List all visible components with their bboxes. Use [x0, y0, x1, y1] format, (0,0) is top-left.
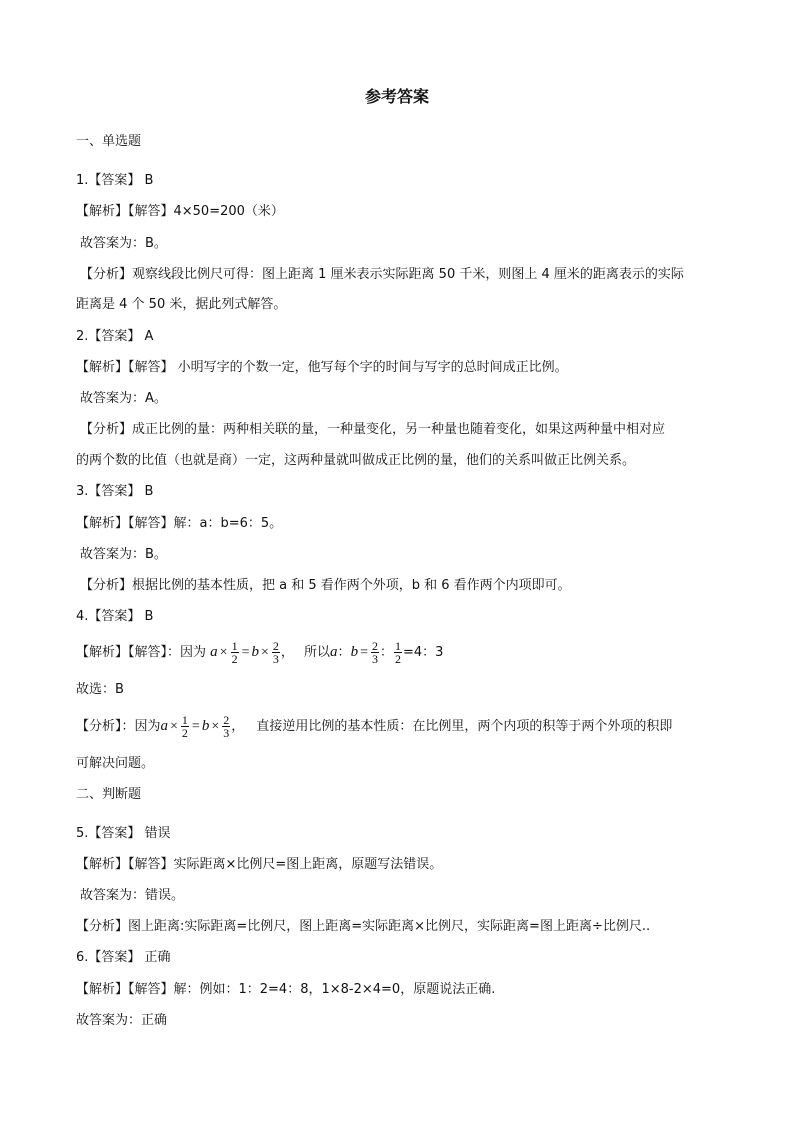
q1-fenxi-line2: 距离是 4 个 50 米，据此列式解答。 — [76, 297, 287, 312]
q2-analysis: 【解析】【解答】 小明写字的个数一定，他写每个字的时间与写字的总时间成正比例。 — [76, 360, 568, 375]
q5-answer: 5.【答案】 错误 — [76, 826, 171, 841]
q4-analysis-prefix: 【解析】【解答】：因为 — [76, 645, 207, 660]
section-heading-judgement: 二、判断题 — [76, 787, 142, 802]
ratio-result: =4：3 — [402, 645, 444, 660]
fraction-one-half — [181, 714, 189, 739]
var-b: b — [350, 644, 359, 660]
suoyi-text: 所以 — [304, 645, 331, 660]
times-sign: × — [260, 645, 269, 660]
fraction-numerator: 1 — [394, 639, 401, 653]
page-title: 参考答案 — [364, 87, 429, 106]
var-a: a — [160, 718, 169, 734]
q4-result: 故选：B — [76, 682, 124, 697]
q3-result: 故答案为：B。 — [80, 547, 167, 562]
q2-answer: 2.【答案】 A — [76, 329, 154, 344]
q4-answer: 4.【答案】 B — [76, 609, 154, 624]
colon: ： — [379, 645, 393, 660]
fraction-numerator: 2 — [272, 639, 279, 653]
fraction-one-half — [394, 640, 402, 665]
var-b: b — [251, 644, 259, 660]
fraction-denominator: 3 — [371, 652, 378, 666]
q5-analysis: 【解析】【解答】实际距离×比例尺=图上距离，原题写法错误。 — [76, 857, 443, 872]
fraction-numerator: 2 — [223, 713, 230, 727]
q1-result: 故答案为：B。 — [80, 236, 167, 251]
colon: ： — [337, 645, 351, 660]
fraction-two-thirds — [272, 640, 280, 665]
q1-answer: 1.【答案】 B — [76, 173, 154, 188]
equals-sign: = — [241, 645, 250, 660]
q4-analysis — [76, 639, 726, 666]
q1-analysis: 【解析】【解答】4×50=200（米） — [76, 204, 284, 219]
times-sign: × — [211, 719, 220, 734]
fraction-denominator: 3 — [272, 652, 279, 666]
comma: ， — [231, 719, 245, 734]
q5-fenxi: 【分析】图上距离:实际距离=比例尺，图上距离=实际距离×比例尺，实际距离=图上距离÷比例尺.. — [76, 919, 651, 934]
q1-fenxi-line1: 【分析】观察线段比例尺可得：图上距离 1 厘米表示实际距离 50 千米，则图上 4 厘米的距离表示的实际 — [80, 267, 684, 282]
q3-answer: 3.【答案】 B — [76, 484, 154, 499]
fraction-two-thirds — [222, 714, 230, 739]
q2-fenxi-line1: 【分析】成正比例的量：两种相关联的量，一种量变化，另一种量也随着变化，如果这两种量中相对应 — [80, 422, 666, 437]
equals-sign: = — [360, 645, 368, 660]
fraction-one-half — [231, 640, 239, 665]
var-a: a — [330, 644, 338, 660]
q4-fenxi-line1 — [76, 713, 726, 740]
q3-fenxi: 【分析】根据比例的基本性质，把 a 和 5 看作两个外项，b 和 6 看作两个内项即可。 — [80, 578, 571, 593]
fraction-denominator: 2 — [181, 726, 188, 740]
fraction-two-thirds — [371, 640, 379, 665]
comma: ， — [280, 645, 294, 660]
q6-answer: 6.【答案】 正确 — [76, 950, 171, 965]
fraction-numerator: 2 — [371, 639, 378, 653]
q6-result: 故答案为：正确 — [76, 1013, 168, 1028]
q3-analysis: 【解析】【解答】解：a：b=6：5。 — [76, 516, 283, 531]
q4-fenxi-prefix: 【分析】：因为 — [76, 719, 161, 734]
var-b: b — [201, 718, 210, 734]
fraction-denominator: 2 — [394, 652, 401, 666]
q5-result: 故答案为：错误。 — [80, 888, 185, 903]
q2-result: 故答案为：A。 — [80, 391, 167, 406]
section-heading-single-choice: 一、单选题 — [76, 134, 142, 149]
q4-fenxi-line2: 可解决问题。 — [76, 756, 155, 771]
var-a: a — [210, 644, 218, 660]
q2-fenxi-line2: 的两个数的比值（也就是商）一定，这两种量就叫做成正比例的量，他们的关系叫做正比例关系。 — [76, 453, 636, 468]
times-sign: × — [170, 719, 178, 734]
times-sign: × — [219, 645, 228, 660]
fraction-numerator: 1 — [181, 713, 188, 727]
fraction-numerator: 1 — [231, 639, 238, 653]
fraction-denominator: 3 — [223, 726, 230, 740]
q6-analysis: 【解析】【解答】解：例如：1：2=4：8，1×8-2×4=0，原题说法正确. — [76, 982, 496, 997]
fraction-denominator: 2 — [231, 652, 238, 666]
equals-sign: = — [191, 719, 200, 734]
q4-fenxi-tail: 直接逆用比例的基本性质：在比例里，两个内项的积等于两个外项的积即 — [256, 719, 673, 734]
